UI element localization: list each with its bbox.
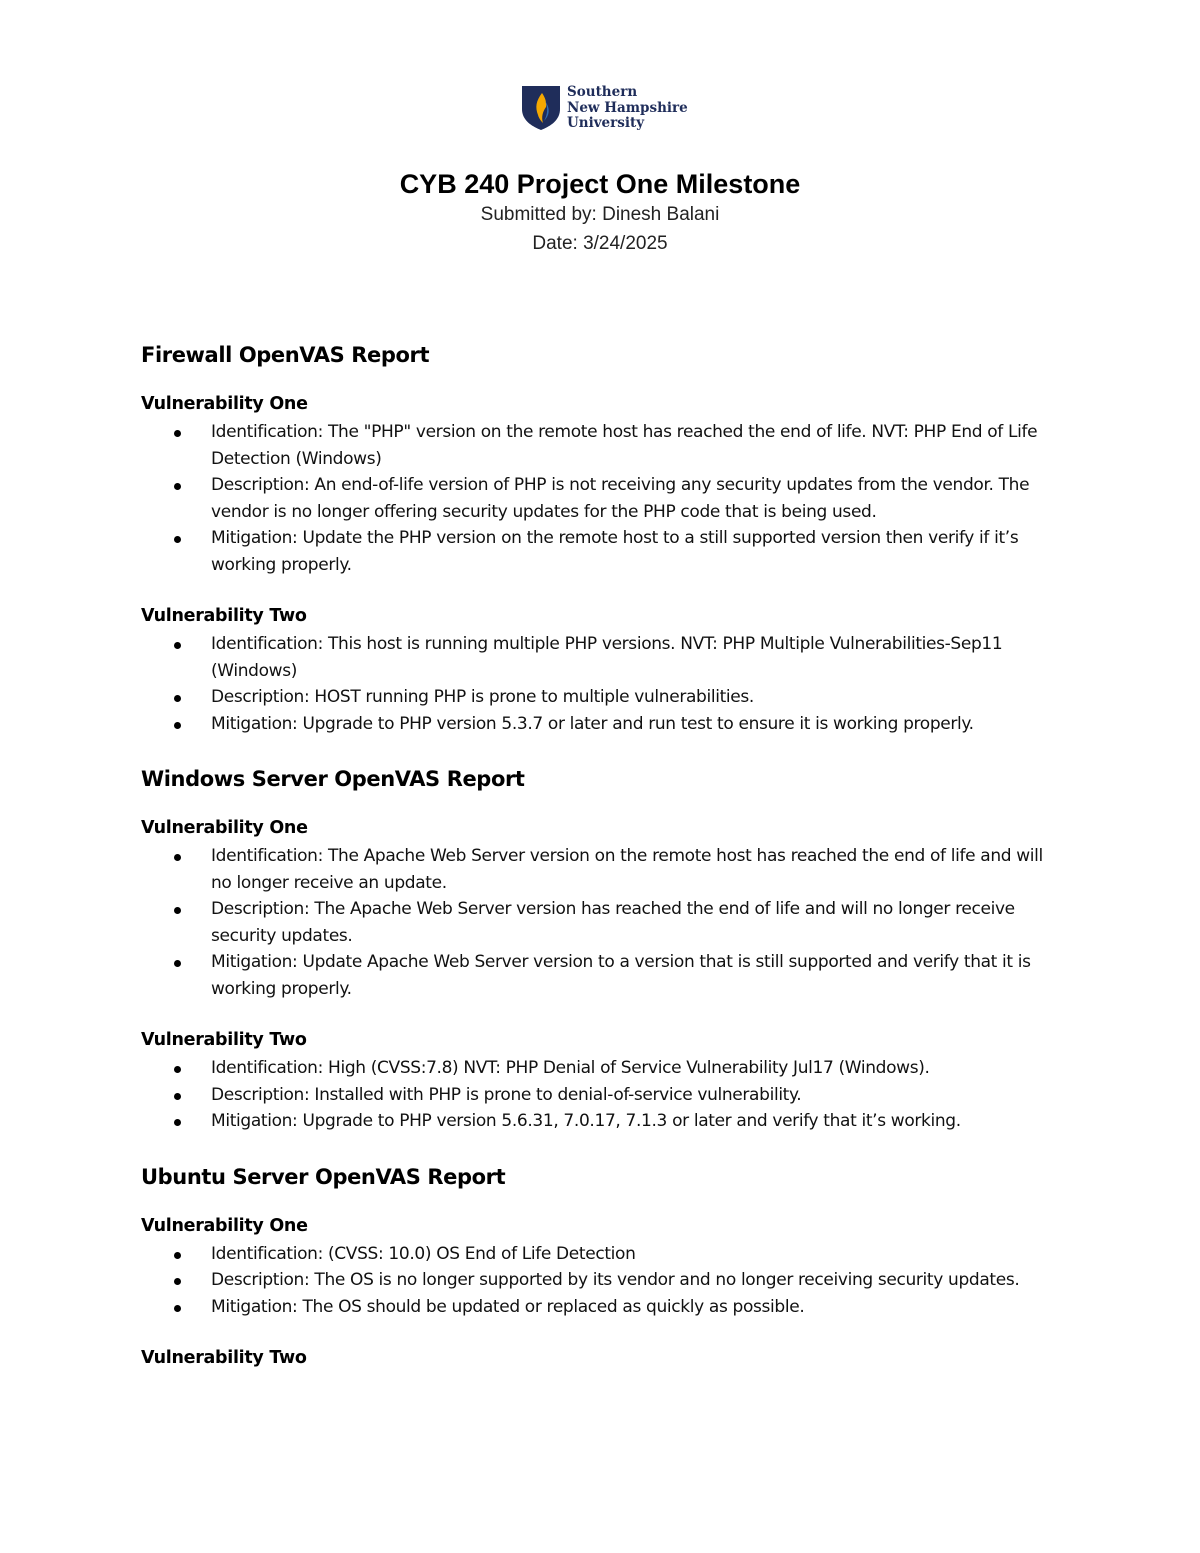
university-logo [521, 85, 691, 133]
item-text: Update the PHP version on the remote host to a still supported version then verify if it’s working properly. [211, 528, 1019, 575]
list-item [141, 684, 1061, 711]
section-heading: Ubuntu Server OpenVAS Report [141, 1164, 506, 1189]
logo-wordmark [567, 85, 688, 132]
vulnerability-heading: Vulnerability Two [141, 1348, 307, 1368]
list-item [141, 472, 1061, 525]
document-title: CYB 240 Project One Milestone [399, 169, 801, 199]
item-label: Mitigation: [211, 528, 298, 548]
item-label: Description: [211, 687, 310, 707]
list-item [141, 1082, 1061, 1109]
item-label: Identification: [211, 634, 323, 654]
item-text: (CVSS: 10.0) OS End of Life Detection [322, 1243, 636, 1264]
item-label: Mitigation: [211, 952, 298, 972]
bullet-icon [174, 1252, 181, 1259]
vulnerability-details-list [141, 419, 1061, 578]
bullet-icon [174, 722, 181, 729]
list-item [141, 1241, 1061, 1268]
list-item [141, 1294, 1061, 1321]
item-text: Upgrade to PHP version 5.6.31, 7.0.17, 7.1.3 or later and verify that it’s working. [297, 1111, 961, 1131]
item-text: Update Apache Web Server version to a version that is still supported and verify that it is working properly. [211, 952, 1031, 999]
vulnerability-heading: Vulnerability One [141, 394, 308, 414]
item-text: The OS should be updated or replaced as quickly as possible. [297, 1296, 805, 1317]
list-item [141, 711, 1061, 738]
vulnerability-heading: Vulnerability Two [141, 1030, 307, 1050]
item-text: An end-of-life version of PHP is not receiving any security updates from the vendor. The vendor is no longer offering security updates for the PHP code that is being used. [211, 475, 1030, 522]
item-text: The "PHP" version on the remote host has reached the end of life. NVT: PHP End of Life Detection (Windows) [211, 422, 1038, 469]
item-label: Description: [211, 1084, 310, 1105]
item-text: The Apache Web Server version on the remote host has reached the end of life and will no longer receive an update. [211, 846, 1043, 893]
document-date: Date: 3/24/2025 [532, 233, 668, 254]
item-text: High (CVSS:7.8) NVT: PHP Denial of Service Vulnerability Jul17 (Windows). [322, 1058, 930, 1078]
item-label: Identification: [211, 846, 323, 866]
item-text: HOST running PHP is prone to multiple vulnerabilities. [309, 687, 754, 707]
item-label: Identification: [211, 1058, 323, 1078]
item-label: Identification: [211, 422, 323, 442]
bullet-icon [174, 430, 181, 437]
report-section [141, 764, 1061, 1135]
vulnerability-heading: Vulnerability One [141, 1215, 308, 1236]
vulnerability-details-list [141, 1055, 1061, 1135]
bullet-icon [174, 483, 181, 490]
shield-flame-icon [521, 85, 561, 131]
list-item [141, 1108, 1061, 1135]
item-text: The OS is no longer supported by its vendor and no longer receiving security updates. [309, 1270, 1020, 1290]
item-label: Identification: [211, 1243, 323, 1264]
item-text: Upgrade to PHP version 5.3.7 or later and run test to ensure it is working properly. [297, 713, 974, 734]
item-label: Description: [211, 899, 310, 919]
bullet-icon [174, 1305, 181, 1312]
vulnerability-details-list [141, 843, 1061, 1002]
bullet-icon [174, 536, 181, 543]
bullet-icon [174, 1066, 181, 1073]
item-text: Installed with PHP is prone to denial-of-service vulnerability. [309, 1084, 802, 1105]
logo-line: New Hampshire [567, 99, 688, 116]
section-heading: Firewall OpenVAS Report [141, 343, 430, 367]
bullet-icon [174, 960, 181, 967]
list-item [141, 1267, 1061, 1294]
list-item [141, 1055, 1061, 1082]
vulnerability-details-list [141, 631, 1061, 737]
item-label: Description: [211, 475, 310, 495]
logo-line: University [567, 115, 645, 131]
item-label: Description: [211, 1270, 310, 1290]
list-item [141, 419, 1061, 472]
bullet-icon [174, 854, 181, 861]
bullet-icon [174, 1119, 181, 1126]
item-text: The Apache Web Server version has reached the end of life and will no longer receive security updates. [211, 899, 1015, 946]
item-label: Mitigation: [211, 713, 298, 734]
submitted-by: Submitted by: Dinesh Balani [480, 204, 720, 225]
list-item [141, 631, 1061, 684]
vulnerability-heading: Vulnerability One [141, 818, 308, 838]
logo-line: Southern [567, 84, 638, 100]
vulnerability-details-list [141, 1241, 1061, 1321]
vulnerability-heading: Vulnerability Two [141, 606, 307, 626]
bullet-icon [174, 642, 181, 649]
report-section [141, 340, 1061, 737]
report-section [141, 1162, 1061, 1370]
list-item [141, 843, 1061, 896]
list-item [141, 896, 1061, 949]
report-body [141, 340, 1061, 1396]
item-label: Mitigation: [211, 1111, 298, 1131]
bullet-icon [174, 907, 181, 914]
list-item [141, 949, 1061, 1002]
bullet-icon [174, 695, 181, 702]
section-heading: Windows Server OpenVAS Report [141, 767, 525, 791]
list-item [141, 525, 1061, 578]
bullet-icon [174, 1093, 181, 1100]
item-text: This host is running multiple PHP versions. NVT: PHP Multiple Vulnerabilities-Sep11 (Windows) [211, 634, 1003, 681]
item-label: Mitigation: [211, 1296, 298, 1317]
bullet-icon [174, 1278, 181, 1285]
